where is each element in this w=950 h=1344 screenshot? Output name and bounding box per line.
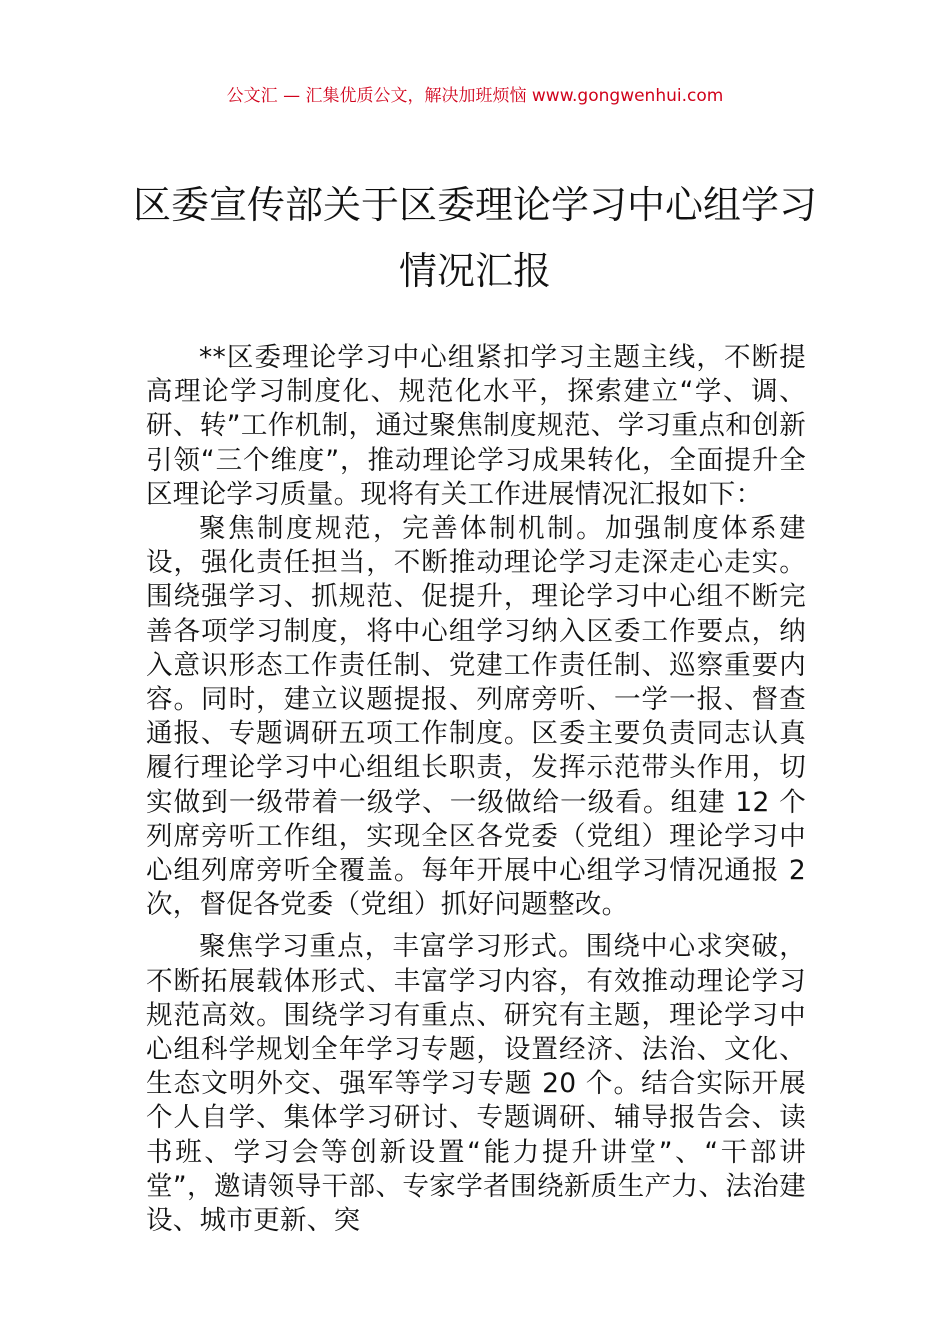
paragraph-institutional-system: 聚焦制度规范，完善体制机制。加强制度体系建设，强化责任担当，不断推动理论学习走深走心走实。围绕强学习、抓规范、促提升，理论学习中心组不断完善各项学习制度，将中心组学习纳入区委工作要点，纳入意识形态工作责任制、党建工作责任制、巡察重要内容。同时，建立议题提报、列席旁听、一学一报、督查通报、专题调研五项工作制度。区委主要负责同志认真履行理论学习中心组组长职责，发挥示范带头作用，切实做到一级带着一级学、一级做给一级看。组建 12 个列席旁听工作组，实现全区各党委（党组）理论学习中心组列席旁听全覆盖。每年开展中心组学习情况通报 2 次，督促各党委（党组）抓好问题整改。 <box>146 513 806 921</box>
document-title-line-1: 区委宣传部关于区委理论学习中心组学习 <box>132 183 817 227</box>
paragraph-study-focus: 聚焦学习重点，丰富学习形式。围绕中心求突破，不断拓展载体形式、丰富学习内容，有效推动理论学习规范高效。围绕学习有重点、研究有主题，理论学习中心组科学规划全年学习专题，设置经济、法治、文化、生态文明外交、强军等学习专题 20 个。结合实际开展个人自学、集体学习研讨、专题调研、辅导报告会、读书班、学习会等创新设置“能力提升讲堂”、“干部讲堂”，邀请领导干部、专家学者围绕新质生产力、法治建设、城市更新、突 <box>146 931 806 1237</box>
header-banner: 公文汇 — 汇集优质公文，解决加班烦恼 www.gongwenhui.com <box>226 86 724 106</box>
paragraph-intro: **区委理论学习中心组紧扣学习主题主线，不断提高理论学习制度化、规范化水平，探索建立“学、调、研、转”工作机制，通过聚焦制度规范、学习重点和创新引领“三个维度”，推动理论学习成果转化，全面提升全区理论学习质量。现将有关工作进展情况汇报如下： <box>146 342 806 510</box>
document-body <box>146 341 806 1238</box>
document-title-line-2: 情况汇报 <box>398 249 551 293</box>
document-title <box>80 172 870 304</box>
